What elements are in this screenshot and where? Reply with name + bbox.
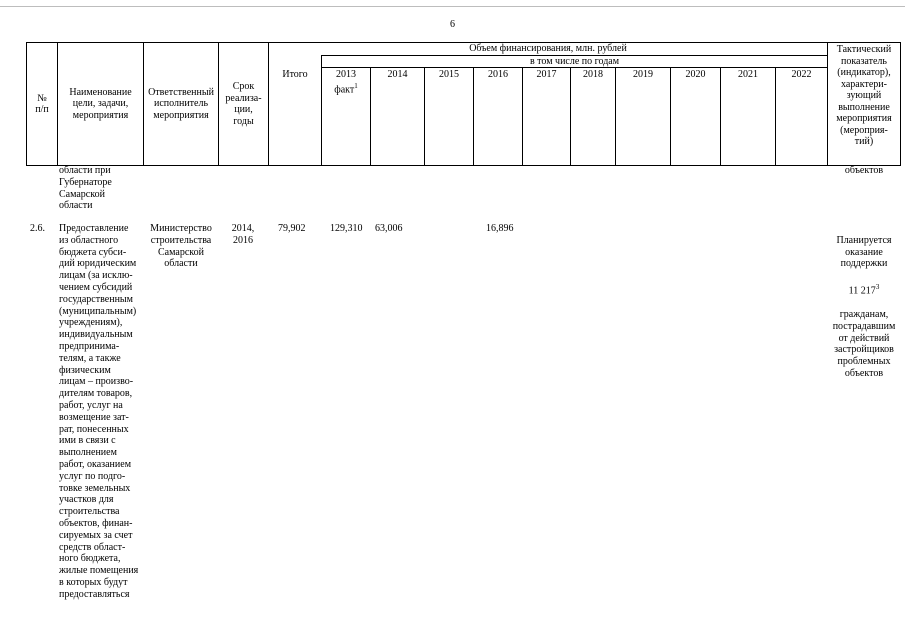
row-indicator-outro: гражданам, пострадавшим от действий застройщиков проблемных объектов [832,308,896,379]
header-total: Итого [282,69,308,80]
header-term: Срок реализа- ции, годы [225,81,262,127]
header-year-2014: 2014 [387,69,408,80]
row-indicator-count [828,282,900,297]
footnote-3-marker: 3 [875,282,880,291]
header-year-2015: 2015 [439,69,459,80]
header-year-2020: 2020 [685,69,706,80]
header-year-2022: 2022 [791,69,812,80]
row-indicator-intro: Планируется оказание поддержки [836,234,892,270]
header-year-2017: 2017 [536,69,557,80]
header-2013-fact-label: факт [334,83,355,95]
header-year-2016: 2016 [488,69,508,80]
header-2013-year: 2013 [336,69,356,80]
header-2013 [322,69,370,99]
footnote-1-marker: 1 [354,81,358,90]
header-num: № п/п [35,92,49,115]
header-year-2021: 2021 [738,69,758,80]
row-indicator [828,223,900,391]
header-name: Наименование цели, задачи, мероприятия [69,86,132,121]
row-number: 2.6. [30,223,45,234]
page-number: 6 [450,19,455,30]
page-top-rule [0,6,905,7]
header-2013-fact [334,81,358,96]
row-value-2016: 16,896 [486,223,514,234]
header-by-years: в том числе по годам [529,55,620,67]
row-total: 79,902 [278,223,306,234]
continuation-name: области при Губернаторе Самарской области [59,165,112,212]
row-value-2014: 63,006 [375,223,403,234]
header-indicator: Тактический показатель (индикатор), характери- зующий выполнение мероприятия (мероприя- тий) [836,44,892,147]
header-year-2018: 2018 [583,69,603,80]
continuation-indicator: объектов [844,165,884,176]
row-indicator-count-value: 11 217 [848,285,876,297]
row-term: 2014, 2016 [231,223,255,246]
row-value-2013: 129,310 [330,223,363,234]
row-name: Предоставление из областного бюджета субси- дий юридическим лицам (за исклю- чением субсидий государственным (муниципальным) учреждениям), индивидуальным предпринима- телям, а также физическим лицам – произво- дителям товаров, работ, услуг на возмещение зат- рат, понесенных ими в связи с выполнением работ, оказанием услуг по подго- товке земельных участков для строительства объектов, финан- сируемых за счет средств област- ного бюджета, жилые помещения в которых будут предоставляться [59,223,139,600]
header-executor: Ответственный исполнитель мероприятия [148,86,214,121]
row-executor: Министерство строительства Самарской области [150,223,212,270]
header-financing: Объем финансирования, млн. рублей [469,43,627,55]
header-year-2019: 2019 [633,69,653,80]
